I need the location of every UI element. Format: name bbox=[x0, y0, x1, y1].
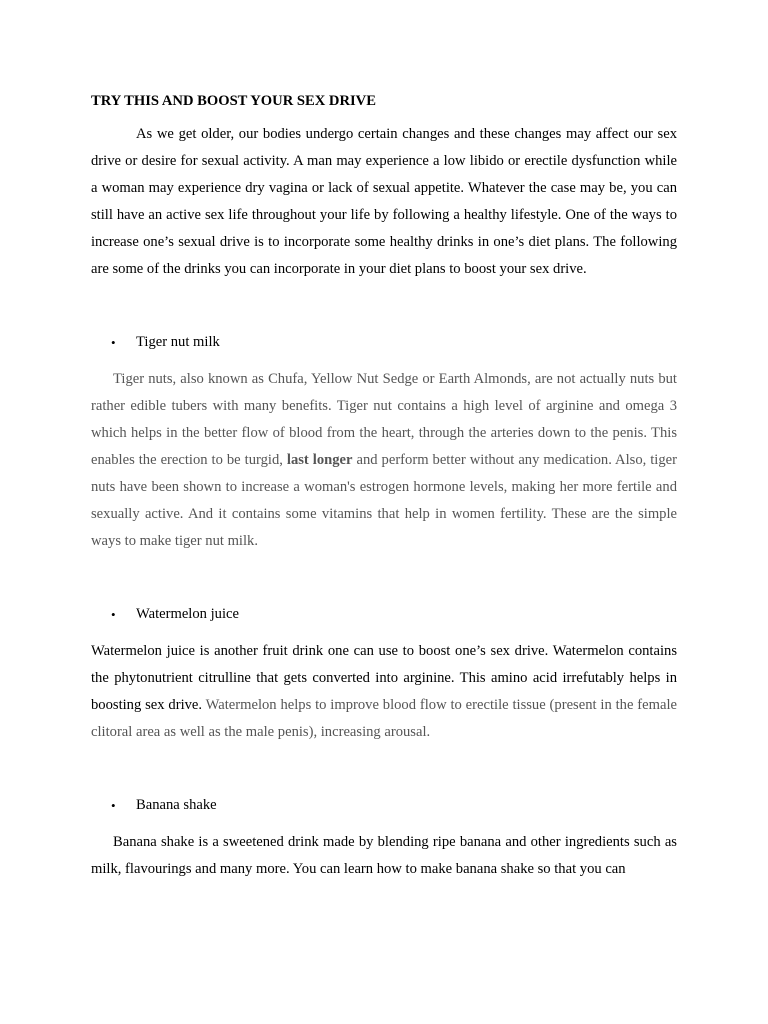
section-body-banana-shake: Banana shake is a sweetened drink made by blending ripe banana and other ingredients such as milk, flavourings and many more. You can learn how to make banana shake so that you can bbox=[91, 834, 677, 877]
bullet-icon: • bbox=[111, 798, 116, 813]
section-heading-watermelon-juice bbox=[91, 601, 677, 628]
section-heading-label: Tiger nut milk bbox=[136, 334, 220, 350]
document-title: TRY THIS AND BOOST YOUR SEX DRIVE bbox=[91, 93, 376, 109]
section-heading-banana-shake bbox=[91, 792, 677, 819]
bullet-icon: • bbox=[111, 607, 116, 622]
document-body bbox=[91, 88, 677, 883]
section-body-text: Watermelon juice is another fruit drink one can use to boost one’s sex drive. Watermelon contains the phytonutrient citrulline that gets converted into arginine. This amino acid irrefutably helps in boosting sex drive. bbox=[91, 643, 677, 713]
intro-paragraph: As we get older, our bodies undergo certain changes and these changes may affect our sex drive or desire for sexual activity. A man may experience a low libido or erectile dysfunction while a woman may experience dry vagina or lack of sexual appetite. Whatever the case may be, you can still have an active sex life throughout your life by following a healthy lifestyle. One of the ways to increase one’s sexual drive is to incorporate some healthy drinks in one’s diet plans. The following are some of the drinks you can incorporate in your diet plans to boost your sex drive. bbox=[91, 126, 677, 277]
section-body-text: and perform better without any medication. Also, tiger nuts have been shown to increase a woman's estrogen hormone levels, making her more fertile and sexually active. And it contains some vitamins that help in women fertility. These are the simple ways to make tiger nut milk. bbox=[91, 452, 677, 549]
section-heading-label: Banana shake bbox=[136, 797, 217, 813]
section-body-text: Tiger nuts, also known as Chufa, Yellow Nut Sedge or Earth Almonds, are not actually nuts but rather edible tubers with many benefits. Tiger nut contains a high level of arginine and omega 3 which helps in the better flow of blood from the heart, through the arteries down to the penis. This enables the erection to be turgid, bbox=[91, 371, 677, 468]
section-heading-label: Watermelon juice bbox=[136, 606, 239, 622]
section-body-text: Watermelon helps to improve blood flow to erectile tissue (present in the female clitoral area as well as the male penis), increasing arousal. bbox=[91, 697, 677, 740]
bullet-icon: • bbox=[111, 335, 116, 350]
section-body-tiger-nut-milk bbox=[91, 366, 677, 555]
section-body-bold-text: last longer bbox=[286, 452, 353, 468]
section-body-watermelon-juice bbox=[91, 638, 677, 746]
section-heading-tiger-nut-milk bbox=[91, 329, 677, 356]
